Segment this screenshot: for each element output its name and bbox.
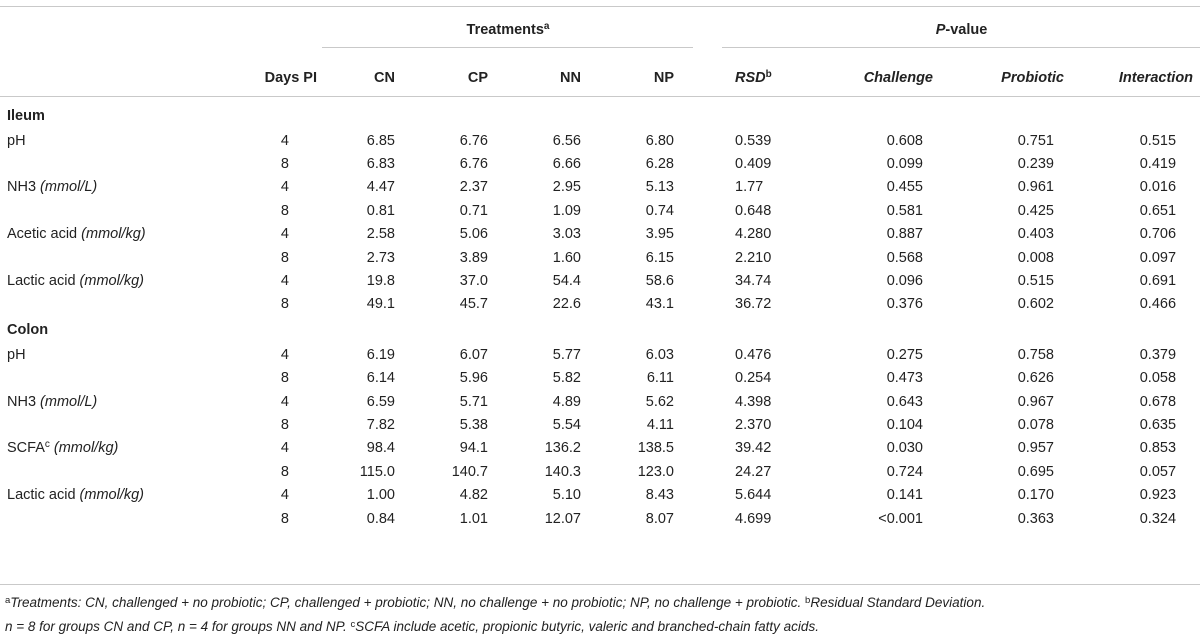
row-unit: (mmol/L): [40, 393, 98, 410]
row-label: [0, 437, 212, 460]
interaction-p-cell: 0.853: [1139, 440, 1177, 457]
table-body: [0, 102, 1200, 530]
table-row: [0, 507, 1200, 530]
row-unit: (mmol/kg): [81, 226, 146, 243]
np-cell: 8.07: [645, 510, 674, 527]
nn-cell: 6.56: [552, 132, 581, 149]
challenge-p-cell: 0.141: [886, 487, 923, 504]
row-unit: (mmol/kg): [79, 487, 144, 504]
row-label-text: Acetic acid: [7, 226, 82, 243]
cp-cell: 6.76: [459, 156, 488, 173]
cn-cell: 1.00: [366, 487, 395, 504]
probiotic-p-cell: 0.961: [1017, 179, 1054, 196]
np-cell: 5.13: [645, 179, 674, 196]
challenge-p-cell: 0.275: [886, 346, 923, 363]
footnote-line-2: n = 8 for groups CN and CP, n = 4 for groups NN and NP. $^c$SCFA include acetic, propionic butyric, valeric and branched-chain fatty acids.: [5, 619, 819, 634]
rsd-cell: 39.42: [735, 440, 772, 457]
nn-cell: 140.3: [544, 463, 581, 480]
interaction-p-cell: 0.706: [1139, 226, 1177, 243]
days-pi-cell: 4: [280, 226, 289, 243]
interaction-p-cell: 0.419: [1139, 156, 1177, 173]
days-pi-cell: 4: [280, 440, 289, 457]
challenge-p-cell: <0.001: [878, 510, 923, 527]
row-label: [0, 269, 212, 292]
challenge-p-cell: 0.608: [886, 132, 923, 149]
section-title: Ileum: [7, 107, 45, 124]
cp-cell: 0.71: [459, 202, 488, 219]
rsd-cell: 0.648: [735, 202, 772, 219]
challenge-p-cell: 0.104: [886, 416, 923, 433]
challenge-header: Challenge: [863, 69, 933, 86]
challenge-p-cell: 0.030: [886, 440, 923, 457]
row-label-text: pH: [7, 346, 26, 363]
days-pi-cell: 4: [280, 393, 289, 410]
probiotic-p-cell: 0.515: [1017, 273, 1054, 290]
cn-cell: 115.0: [359, 463, 395, 480]
table-row: [0, 343, 1200, 366]
days-pi-cell: 4: [280, 346, 289, 363]
cn-cell: 2.58: [366, 226, 395, 243]
row-unit: (mmol/kg): [79, 273, 144, 290]
treatments-group-header: Treatments$^a$: [466, 20, 550, 38]
section-title: Colon: [7, 321, 49, 338]
rsd-cell: 0.476: [735, 346, 772, 363]
np-cell: 6.03: [645, 346, 674, 363]
probiotic-p-cell: 0.170: [1017, 487, 1054, 504]
cp-cell: 94.1: [459, 440, 488, 457]
row-label: [0, 246, 212, 269]
np-cell: 4.11: [646, 416, 674, 433]
row-label: [0, 176, 212, 199]
cn-cell: 7.82: [366, 416, 395, 433]
interaction-p-cell: 0.678: [1139, 393, 1177, 410]
days-pi-cell: 4: [280, 132, 289, 149]
table-footnotes: [5, 591, 1195, 639]
cp-cell: 140.7: [451, 463, 488, 480]
cp-cell: 5.06: [459, 226, 488, 243]
section-row-ileum: [0, 102, 1200, 129]
cn-cell: 6.83: [366, 156, 395, 173]
row-label-text: pH: [7, 132, 26, 149]
nn-cell: 54.4: [552, 273, 581, 290]
rsd-cell: 0.254: [735, 370, 772, 387]
np-header: NP: [653, 69, 674, 86]
table-row: [0, 246, 1200, 269]
challenge-p-cell: 0.887: [886, 226, 923, 243]
probiotic-p-cell: 0.425: [1017, 202, 1054, 219]
cp-cell: 3.89: [459, 249, 488, 266]
row-label: [0, 293, 212, 316]
row-label: [0, 199, 212, 222]
cn-cell: 0.84: [366, 510, 395, 527]
np-cell: 123.0: [637, 463, 674, 480]
nn-cell: 5.10: [552, 487, 581, 504]
cn-cell: 4.47: [366, 179, 395, 196]
days-pi-header: Days PI: [264, 69, 317, 86]
interaction-header: Interaction: [1118, 69, 1194, 86]
row-label-text: Lactic acid: [7, 487, 80, 504]
cp-cell: 5.71: [459, 393, 488, 410]
cp-cell: 5.96: [459, 370, 488, 387]
interaction-p-cell: 0.635: [1139, 416, 1177, 433]
rsd-cell: 36.72: [735, 296, 772, 313]
table-row: [0, 129, 1200, 152]
days-pi-cell: 8: [280, 296, 289, 313]
np-cell: 43.1: [645, 296, 674, 313]
rsd-cell: 34.74: [735, 273, 772, 290]
rsd-header: RSD$^b$: [735, 68, 772, 86]
row-label: [0, 483, 212, 506]
nn-cell: 6.66: [552, 156, 581, 173]
cn-cell: 6.59: [366, 393, 395, 410]
cn-cell: 49.1: [366, 296, 395, 313]
interaction-p-cell: 0.923: [1139, 487, 1177, 504]
rsd-cell: 2.210: [735, 249, 772, 266]
row-unit: (mmol/kg): [49, 440, 119, 457]
rsd-cell: 1.77: [735, 179, 764, 196]
nn-cell: 5.82: [552, 370, 581, 387]
table-row: [0, 483, 1200, 506]
challenge-p-cell: 0.455: [886, 179, 923, 196]
row-label: [0, 460, 212, 483]
np-cell: 138.5: [637, 440, 674, 457]
probiotic-p-cell: 0.403: [1017, 226, 1054, 243]
cp-header: CP: [467, 69, 488, 86]
challenge-p-cell: 0.581: [886, 202, 923, 219]
np-cell: 6.28: [645, 156, 674, 173]
rsd-cell: 2.370: [735, 416, 772, 433]
table-row: [0, 223, 1200, 246]
pvalue-group-header: P-value: [935, 21, 988, 38]
challenge-p-cell: 0.473: [886, 370, 923, 387]
days-pi-cell: 8: [280, 370, 289, 387]
nn-header: NN: [560, 69, 581, 86]
rsd-cell: 4.398: [735, 393, 772, 410]
challenge-p-cell: 0.643: [886, 393, 923, 410]
row-label: [0, 343, 212, 366]
probiotic-p-cell: 0.078: [1017, 416, 1054, 433]
cn-header: CN: [374, 69, 395, 86]
probiotic-p-cell: 0.626: [1017, 370, 1054, 387]
np-cell: 5.62: [645, 393, 674, 410]
days-pi-cell: 8: [280, 249, 289, 266]
np-cell: 8.43: [645, 487, 674, 504]
nn-cell: 12.07: [544, 510, 581, 527]
nn-cell: 136.2: [544, 440, 581, 457]
cn-cell: 98.4: [366, 440, 395, 457]
nn-cell: 22.6: [552, 296, 581, 313]
table-row: [0, 437, 1200, 460]
interaction-p-cell: 0.379: [1139, 346, 1177, 363]
rsd-cell: 24.27: [735, 463, 772, 480]
cp-cell: 5.38: [459, 416, 488, 433]
table-row: [0, 460, 1200, 483]
nn-cell: 1.60: [552, 249, 581, 266]
table-row: [0, 293, 1200, 316]
days-pi-cell: 8: [280, 202, 289, 219]
interaction-p-cell: 0.515: [1139, 132, 1177, 149]
table-row: [0, 176, 1200, 199]
probiotic-p-cell: 0.695: [1017, 463, 1054, 480]
cn-cell: 6.85: [366, 132, 395, 149]
nn-cell: 1.09: [552, 202, 581, 219]
row-label: [0, 367, 212, 390]
section-row-colon: [0, 316, 1200, 343]
interaction-p-cell: 0.324: [1139, 510, 1177, 527]
nn-cell: 5.54: [552, 416, 581, 433]
cn-cell: 6.19: [366, 346, 395, 363]
table-row: [0, 367, 1200, 390]
interaction-p-cell: 0.016: [1139, 179, 1177, 196]
np-cell: 58.6: [645, 273, 674, 290]
interaction-p-cell: 0.691: [1139, 273, 1177, 290]
days-pi-cell: 8: [280, 156, 289, 173]
group-header-row: [0, 0, 1200, 53]
np-cell: 6.11: [646, 370, 674, 387]
days-pi-cell: 4: [280, 273, 289, 290]
challenge-p-cell: 0.096: [886, 273, 923, 290]
interaction-p-cell: 0.057: [1139, 463, 1177, 480]
cp-cell: 45.7: [459, 296, 488, 313]
rsd-cell: 5.644: [735, 487, 772, 504]
cn-cell: 19.8: [366, 273, 395, 290]
cp-cell: 1.01: [459, 510, 488, 527]
probiotic-p-cell: 0.008: [1017, 249, 1054, 266]
interaction-p-cell: 0.097: [1139, 249, 1177, 266]
probiotic-p-cell: 0.957: [1017, 440, 1054, 457]
cp-cell: 2.37: [459, 179, 488, 196]
rsd-cell: 4.280: [735, 226, 772, 243]
challenge-p-cell: 0.099: [886, 156, 923, 173]
table-row: [0, 152, 1200, 175]
column-header-row: [0, 53, 1200, 102]
row-label-text: Lactic acid: [7, 273, 80, 290]
nn-cell: 3.03: [552, 226, 581, 243]
challenge-p-cell: 0.568: [886, 249, 923, 266]
row-label: [0, 223, 212, 246]
nn-cell: 2.95: [552, 179, 581, 196]
cp-cell: 6.07: [459, 346, 488, 363]
row-unit: (mmol/L): [40, 179, 98, 196]
cp-cell: 6.76: [459, 132, 488, 149]
cp-cell: 37.0: [459, 273, 488, 290]
np-cell: 6.15: [645, 249, 674, 266]
table-row: [0, 199, 1200, 222]
rsd-cell: 0.409: [735, 156, 772, 173]
row-label: [0, 152, 212, 175]
interaction-p-cell: 0.651: [1139, 202, 1177, 219]
days-pi-cell: 8: [280, 463, 289, 480]
probiotic-p-cell: 0.967: [1017, 393, 1054, 410]
interaction-p-cell: 0.466: [1139, 296, 1177, 313]
row-label-text: SCFA: [7, 440, 45, 457]
table-row: [0, 390, 1200, 413]
days-pi-cell: 8: [280, 416, 289, 433]
row-label: [0, 390, 212, 413]
footnote-line-1: $^a$Treatments: CN, challenged + no probiotic; CP, challenged + probiotic; NN, no challenge + no probiotic; NP, no challenge + probiotic. $^b$Residual Standard Deviation.: [5, 595, 986, 610]
nn-cell: 4.89: [552, 393, 581, 410]
cn-cell: 2.73: [366, 249, 395, 266]
probiotic-p-cell: 0.239: [1017, 156, 1054, 173]
cn-cell: 0.81: [366, 202, 395, 219]
days-pi-cell: 4: [280, 487, 289, 504]
np-cell: 6.80: [645, 132, 674, 149]
probiotic-p-cell: 0.363: [1017, 510, 1054, 527]
table-row: [0, 269, 1200, 292]
challenge-p-cell: 0.376: [886, 296, 923, 313]
probiotic-p-cell: 0.751: [1017, 132, 1054, 149]
challenge-p-cell: 0.724: [886, 463, 923, 480]
table-row: [0, 413, 1200, 436]
row-label-text: NH3: [7, 393, 41, 410]
interaction-p-cell: 0.058: [1139, 370, 1177, 387]
probiotic-p-cell: 0.758: [1017, 346, 1054, 363]
table-bottom-rule: [0, 584, 1200, 585]
row-label-footnote-mark: c: [44, 439, 50, 451]
row-label: [0, 129, 212, 152]
days-pi-cell: 8: [280, 510, 289, 527]
row-label-text: NH3: [7, 179, 41, 196]
probiotic-header: Probiotic: [1001, 69, 1064, 86]
rsd-cell: 0.539: [735, 132, 772, 149]
days-pi-cell: 4: [280, 179, 289, 196]
probiotic-p-cell: 0.602: [1017, 296, 1054, 313]
cp-cell: 4.82: [459, 487, 488, 504]
row-label: [0, 413, 212, 436]
row-label: [0, 507, 212, 530]
nn-cell: 5.77: [552, 346, 581, 363]
cn-cell: 6.14: [366, 370, 395, 387]
np-cell: 3.95: [645, 226, 674, 243]
rsd-cell: 4.699: [735, 510, 772, 527]
np-cell: 0.74: [645, 202, 674, 219]
